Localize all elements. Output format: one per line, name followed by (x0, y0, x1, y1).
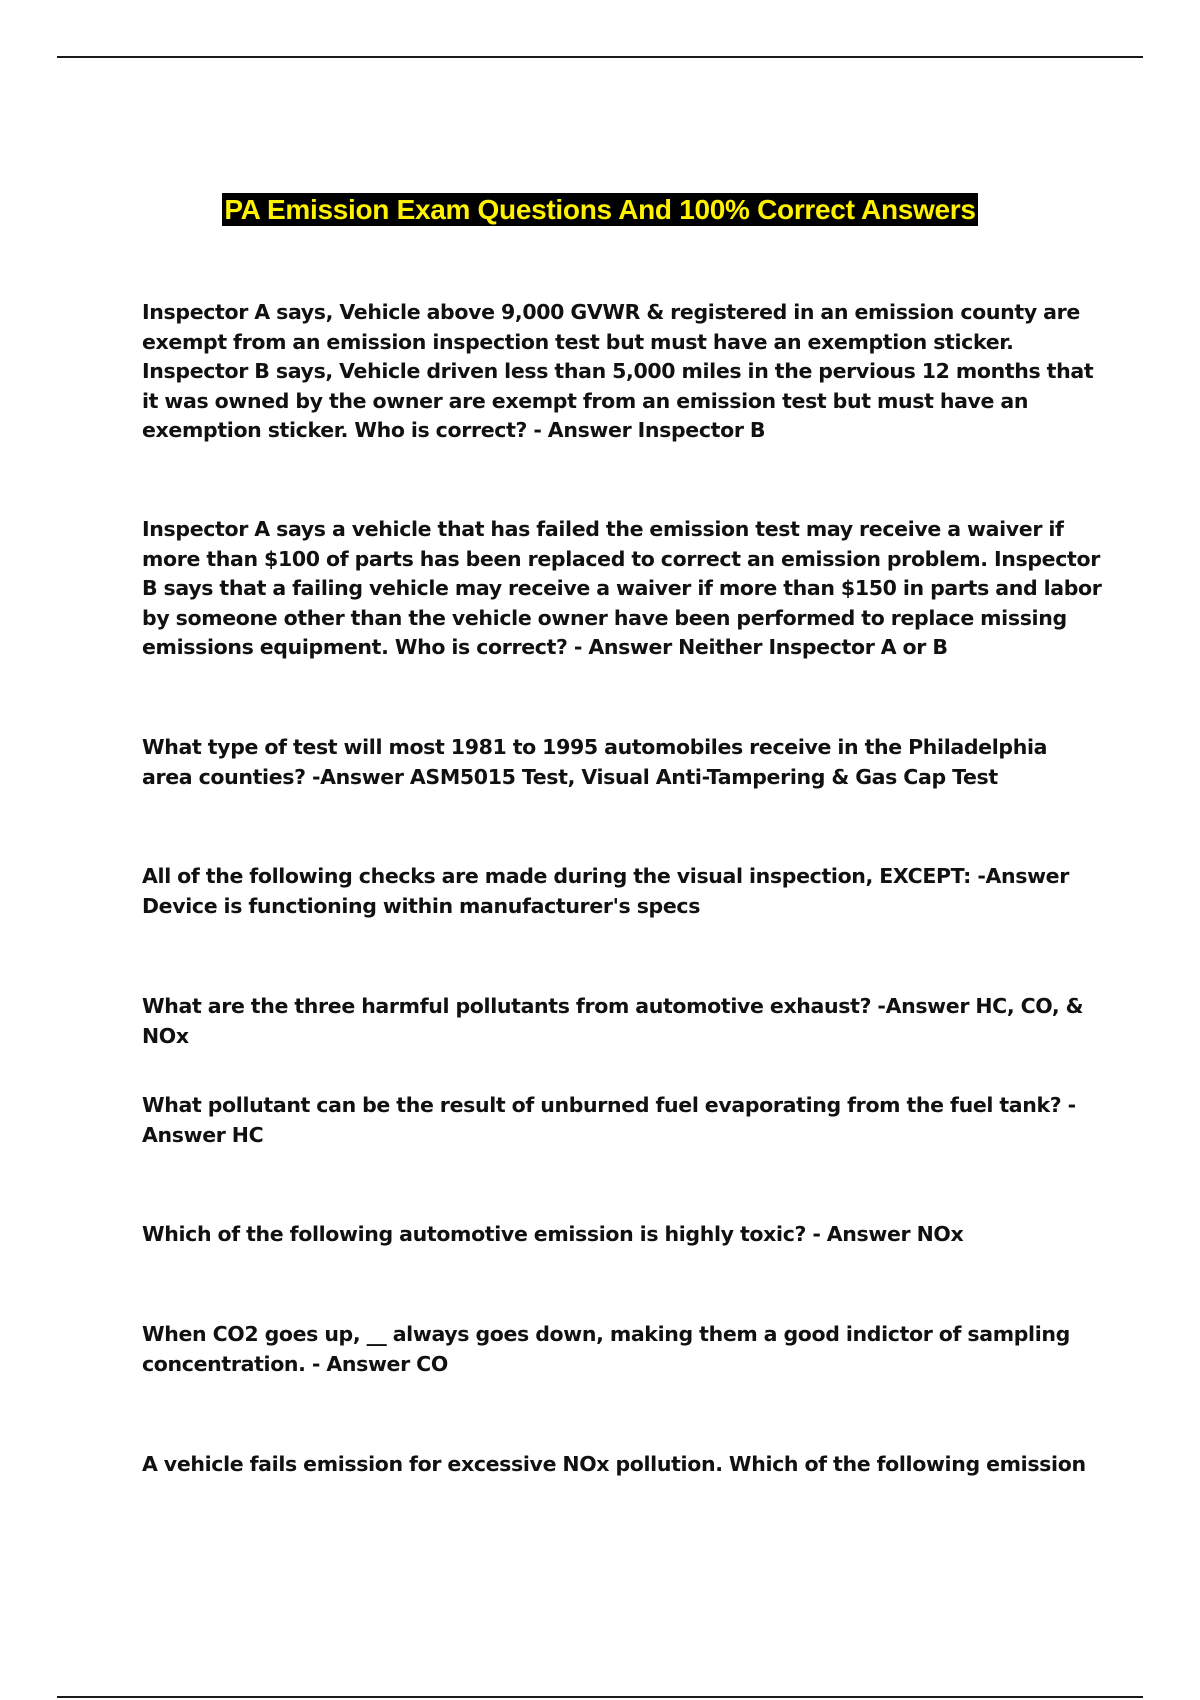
title-block (0, 193, 1200, 226)
qa-item-7: Which of the following automotive emission is highly toxic? - Answer NOx (142, 1222, 964, 1246)
header-rule (57, 56, 1143, 58)
qa-item-8: When CO2 goes up, __ always goes down, making them a good indictor of sampling concentration. - Answer CO (142, 1322, 1070, 1376)
qa-item-5: What are the three harmful pollutants from automotive exhaust? -Answer HC, CO, & NOx (142, 994, 1084, 1048)
qa-item-2: Inspector A says a vehicle that has failed the emission test may receive a waiver if more than $100 of parts has been replaced to correct an emission problem. Inspector B says that a failing vehicle may receive a waiver if more than $150 in parts and labor by someone other than the vehicle owner have been performed to replace missing emissions equipment. Who is correct? - Answer Neither Inspector A or B (142, 517, 1102, 659)
qa-item-3: What type of test will most 1981 to 1995 automobiles receive in the Philadelphia area counties? -Answer ASM5015 Test, Visual Anti-Tampering & Gas Cap Test (142, 735, 1048, 789)
qa-item-9: A vehicle fails emission for excessive NOx pollution. Which of the following emission (142, 1452, 1086, 1476)
qa-item-4: All of the following checks are made during the visual inspection, EXCEPT: -Answer Device is functioning within manufacturer's specs (142, 864, 1069, 918)
footer-rule (57, 1696, 1143, 1698)
qa-item-6: What pollutant can be the result of unburned fuel evaporating from the fuel tank? - Answer HC (142, 1093, 1076, 1147)
document-title: PA Emission Exam Questions And 100% Correct Answers (224, 194, 976, 225)
qa-item-1: Inspector A says, Vehicle above 9,000 GVWR & registered in an emission county are exempt from an emission inspection test but must have an exemption sticker. Inspector B says, Vehicle driven less than 5,000 miles in the pervious 12 months that it was owned by the owner are exempt from an emission test but must have an exemption sticker. Who is correct? - Answer Inspector B (142, 300, 1094, 442)
